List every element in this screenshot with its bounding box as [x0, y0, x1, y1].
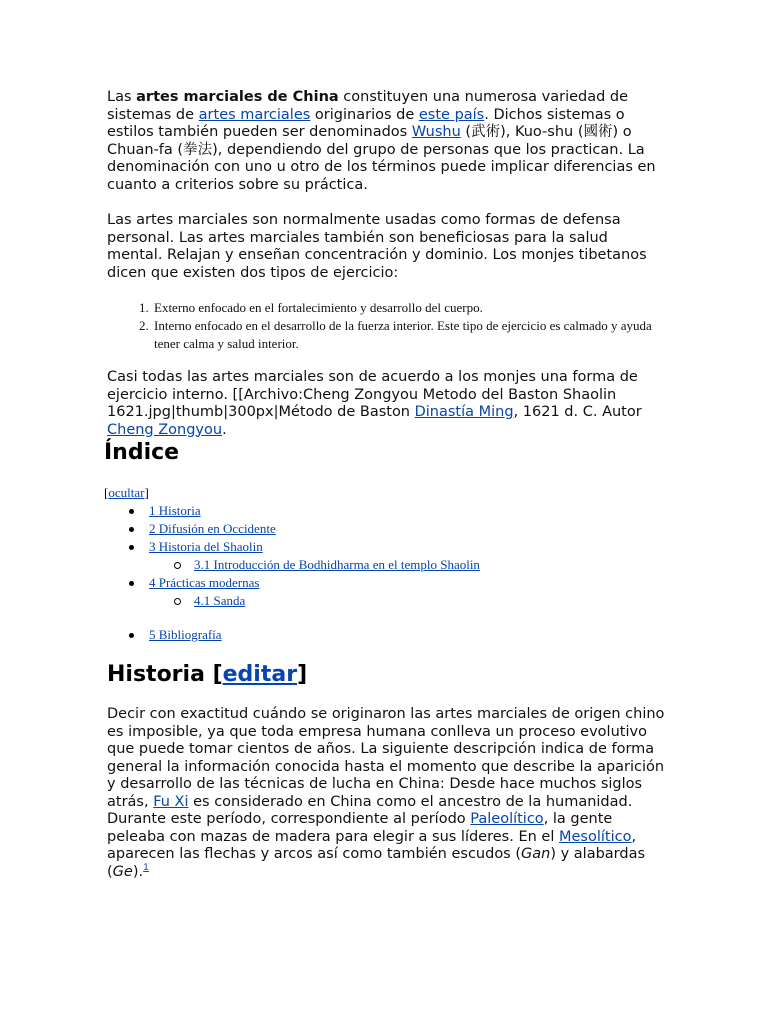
toc-link[interactable]: 5 Bibliografía — [149, 627, 222, 642]
text: , 1621 d. C. Autor — [513, 404, 642, 420]
link-artes-marciales[interactable]: artes marciales — [198, 106, 311, 123]
heading-text: Historia [ — [107, 662, 223, 687]
list-item: 2. Interno enfocado en el desarrollo de la fuerza interior. Este tipo de ejercicio es calmado y ayuda tener calma y salud interior. — [152, 317, 652, 353]
intro-paragraph-1 — [107, 89, 667, 194]
toc-item-practicas — [104, 574, 604, 592]
toc-spacer — [104, 610, 604, 626]
link-wushu[interactable]: Wushu — [411, 124, 461, 140]
text: es considerado en China como el ancestro de la humanidad. Durante este período, correspondiente al período — [107, 793, 633, 827]
toc-link[interactable]: 1 Historia — [149, 503, 201, 518]
bracket: [ — [104, 485, 109, 500]
text: (武術), Kuo-shu (國術) o Chuan-fa (拳法), dependiendo del grupo de personas que los practican. La denominación con uno u otro de los términos puede implicar diferencias en cuanto a criterios sobre su práctica. — [107, 124, 656, 193]
italic-term: Ge — [112, 863, 133, 880]
italic-term: Gan — [521, 846, 551, 862]
article-subject-bold: artes marciales de China — [136, 89, 339, 105]
bracket: ] — [144, 485, 149, 500]
toc-link[interactable]: 2 Difusión en Occidente — [149, 521, 276, 536]
toc-toggle — [104, 484, 604, 502]
toc-list — [104, 502, 604, 644]
exercise-types-list — [130, 299, 652, 353]
section-heading-historia — [107, 662, 307, 688]
text: constituyen una numerosa variedad de sistemas de — [107, 89, 629, 123]
intro-paragraph-3 — [107, 369, 667, 439]
toc-hide-link[interactable]: ocultar — [108, 485, 145, 500]
link-fu-xi[interactable]: Fu Xi — [153, 793, 189, 810]
text: , la gente peleaba con mazas de madera para elegir a sus líderes. En el — [107, 811, 613, 845]
toc-link[interactable]: 3 Historia del Shaolin — [149, 539, 263, 554]
toc-item-bodhidharma — [104, 556, 604, 574]
link-dinastia-ming[interactable]: Dinastía Ming — [414, 404, 514, 420]
toc-item-difusion — [104, 520, 604, 538]
historia-paragraph — [107, 706, 667, 881]
text: ) y alabardas ( — [107, 846, 646, 880]
toc-item-shaolin — [104, 538, 604, 556]
toc-heading: Índice — [104, 440, 180, 465]
link-cheng-zongyou[interactable]: Cheng Zongyou — [107, 421, 223, 438]
toc-item-sanda — [104, 592, 604, 610]
text: originarios de — [310, 106, 419, 123]
text: Las — [107, 89, 137, 105]
link-este-pais[interactable]: este país — [418, 106, 485, 123]
toc-link[interactable]: 4.1 Sanda — [194, 593, 246, 608]
edit-section-link[interactable]: editar — [222, 662, 298, 687]
link-mesolitico[interactable]: Mesolítico — [558, 828, 632, 845]
toc-link[interactable]: 3.1 Introducción de Bodhidharma en el templo Shaolin — [194, 557, 480, 572]
text: ). — [132, 863, 144, 880]
text: Casi todas las artes marciales son de acuerdo a los monjes una forma de ejercicio interno. [[Archivo:Cheng Zongyou Metodo del Baston Shaolin 1621.jpg|thumb|300px|Método de Baston — [107, 369, 638, 420]
toc-item-bibliografia — [104, 626, 604, 644]
toc-item-historia — [104, 502, 604, 520]
intro-paragraph-2: Las artes marciales son normalmente usadas como formas de defensa personal. Las artes marciales también son beneficiosas para la salud mental. Relajan y enseñan concentración y dominio. Los monjes tibetanos dicen que existen dos tipos de ejercicio: — [107, 212, 647, 281]
toc-link[interactable]: 4 Prácticas modernas — [149, 575, 260, 590]
text: Decir con exactitud cuándo se originaron las artes marciales de origen chino es imposible, ya que toda empresa humana conlleva un proceso evolutivo que puede tomar cientos de años. La siguiente descripción indica de forma general la información conocida hasta el momento que describe la aparición y desarrollo de las técnicas de lucha en China: Desde hace muchos siglos atrás, — [107, 706, 665, 810]
list-item: 1. Externo enfocado en el fortalecimiento y desarrollo del cuerpo. — [152, 299, 652, 317]
reference-link[interactable]: 1 — [143, 862, 149, 873]
text: . Dichos sistemas o estilos también pueden ser denominados — [107, 106, 625, 140]
table-of-contents — [104, 484, 604, 644]
bracket: ] — [297, 662, 308, 687]
text: . — [222, 421, 227, 438]
link-paleolitico[interactable]: Paleolítico — [470, 811, 544, 827]
text: , aparecen las flechas y arcos así como también escudos ( — [107, 828, 637, 862]
